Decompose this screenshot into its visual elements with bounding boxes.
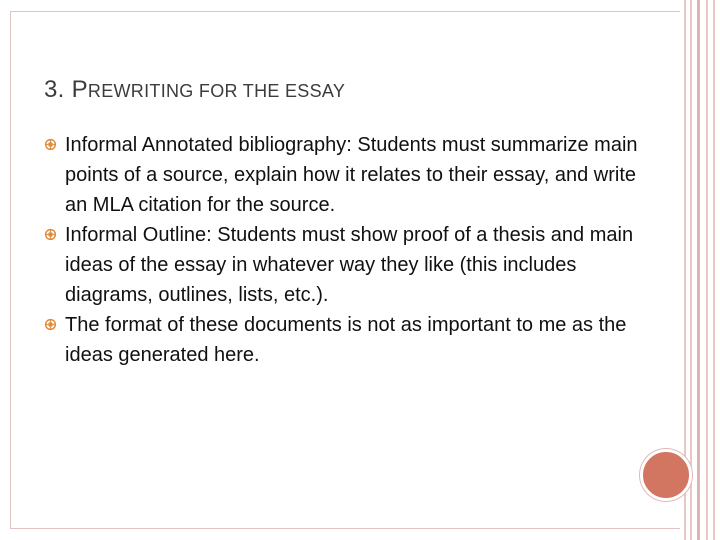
- flower-icon: [44, 228, 57, 241]
- slide-title-rest: REWRITING FOR THE ESSAY: [87, 81, 346, 101]
- bullet-item: [44, 310, 644, 370]
- bullet-item: [44, 130, 644, 220]
- bullet-text: The format of these documents is not as important to me as the ideas generated here.: [65, 314, 627, 366]
- frame-bottom-line: [10, 528, 680, 529]
- decorative-stripes: [682, 0, 720, 540]
- frame-top-line: [10, 11, 680, 12]
- flower-icon: [44, 138, 57, 151]
- bullet-text: Informal Outline: Students must show proof of a thesis and main ideas of the essay in whatever way they like (this includes diagrams, outlines, lists, etc.).: [65, 224, 634, 306]
- frame-left-line: [10, 11, 11, 529]
- decorative-circle: [640, 449, 692, 501]
- bullet-list: [44, 130, 644, 370]
- bullet-text: Informal Annotated bibliography: Students must summarize main points of a source, explain how it relates to their essay, and write an MLA citation for the source.: [65, 134, 638, 216]
- slide-title-lead: 3. P: [44, 76, 88, 103]
- flower-icon: [44, 318, 57, 331]
- slide-title: [44, 76, 345, 104]
- bullet-item: [44, 220, 644, 310]
